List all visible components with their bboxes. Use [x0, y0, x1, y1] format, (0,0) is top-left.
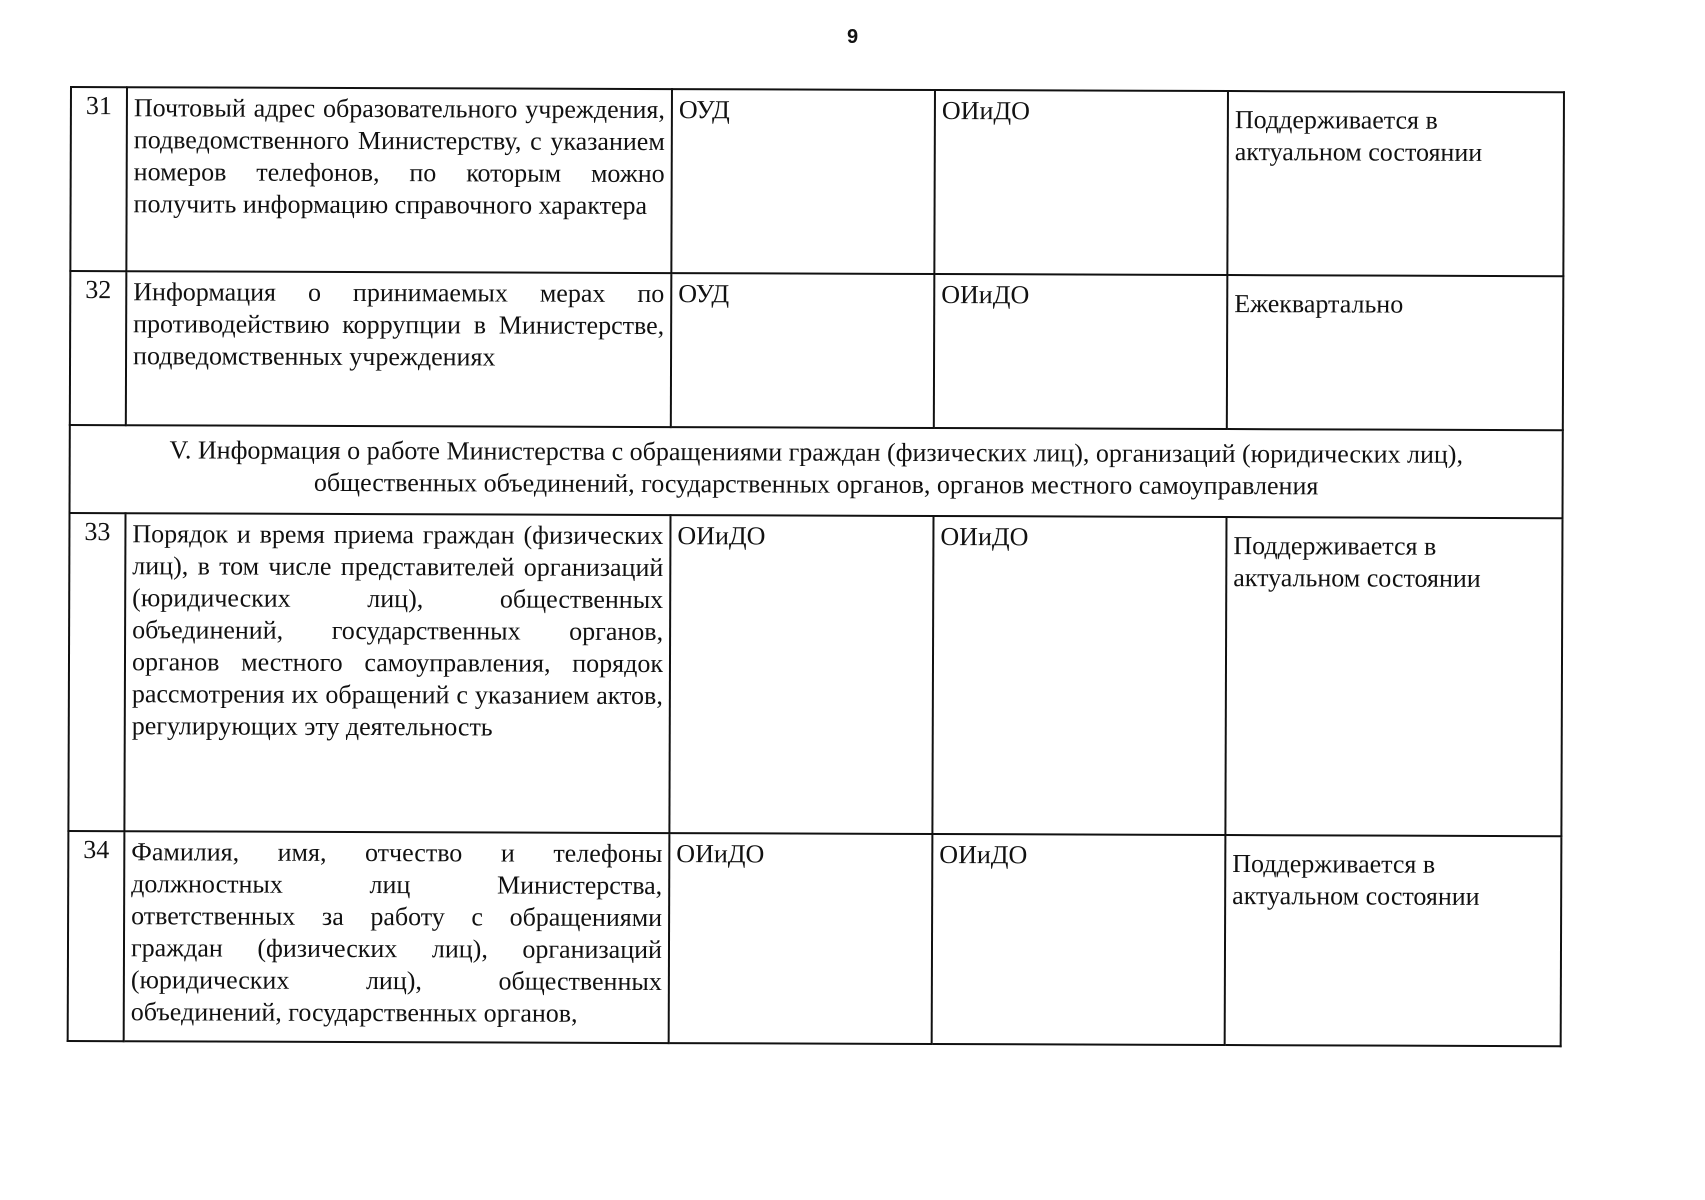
row-number: 33	[68, 513, 125, 831]
row-provider: ОИиДО	[934, 90, 1228, 275]
row-provider: ОИиДО	[932, 834, 1226, 1045]
row-frequency: Поддерживается в актуальном состоянии	[1225, 835, 1562, 1046]
row-description: Почтовый адрес образовательного учреждения, подведомственного Министерству, с указанием номеров телефонов, по которым можно получить информацию справочного характера	[126, 87, 672, 273]
row-number: 31	[70, 87, 127, 271]
table-row	[70, 271, 1564, 430]
row-frequency: Поддерживается в актуальном состоянии	[1227, 91, 1564, 276]
row-responsible: ОУД	[671, 89, 935, 274]
row-provider: ОИиДО	[932, 516, 1226, 835]
section-row	[70, 425, 1563, 518]
table-row	[68, 513, 1562, 836]
table-row	[70, 87, 1564, 276]
row-frequency: Ежеквартально	[1227, 275, 1564, 430]
row-responsible: ОУД	[671, 273, 935, 428]
row-provider: ОИиДО	[934, 274, 1228, 429]
row-number: 32	[70, 271, 127, 425]
row-description: Информация о принимаемых мерах по противодействию коррупции в Министерстве, подведомственных учреждениях	[126, 271, 672, 427]
row-number: 34	[68, 831, 125, 1041]
section-heading: V. Информация о работе Министерства с обращениями граждан (физических лиц), организаций (юридических лиц), общественных объединений, государственных органов, органов местного самоуправления	[70, 425, 1563, 518]
page-number: 9	[846, 26, 859, 48]
table-row	[68, 831, 1562, 1046]
row-description: Фамилия, имя, отчество и телефоны должностных лиц Министерства, ответственных за работу с обращениями граждан (физических лиц), организаций (юридических лиц), общественных объединений, государственных органов,	[124, 831, 670, 1043]
row-responsible: ОИиДО	[669, 515, 933, 834]
row-description: Порядок и время приема граждан (физических лиц), в том числе представителей организаций (юридических лиц), общественных объединений, государственных органов, органов местного самоуправления, порядок рассмотрения их обращений с указанием актов, регулирующих эту деятельность	[124, 513, 670, 833]
row-responsible: ОИиДО	[669, 833, 933, 1044]
information-table	[67, 86, 1565, 1047]
row-frequency: Поддерживается в актуальном состоянии	[1225, 517, 1562, 836]
